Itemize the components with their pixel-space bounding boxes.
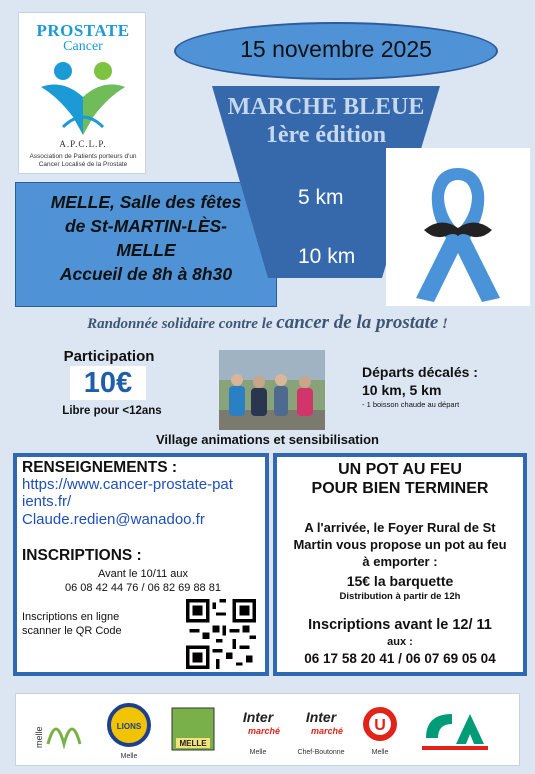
inscriptions-heading: INSCRIPTIONS :: [22, 547, 142, 564]
distance-10km: 10 km: [298, 245, 356, 268]
pot-text-line-3: à emporter :: [362, 554, 438, 569]
super-u-logo-icon: [360, 704, 400, 744]
svg-text:Inter: Inter: [242, 709, 274, 725]
renseignements-heading: RENSEIGNEMENTS :: [22, 459, 178, 476]
tagline-part-1: Randonnée solidaire contre le: [87, 316, 273, 332]
sponsor-melle: [28, 704, 88, 754]
pot-price: 15€ la barquette: [346, 573, 454, 589]
free-note: Libre pour <12ans: [62, 405, 162, 417]
departs-distances: 10 km, 5 km: [362, 382, 442, 398]
qr-code-icon[interactable]: [186, 599, 256, 669]
venue-line-3: MELLE: [116, 240, 176, 260]
lions-logo-icon: [104, 702, 154, 748]
website-link[interactable]: [22, 476, 262, 510]
distance-5km: 5 km: [298, 186, 344, 209]
blue-ribbon-mustache-icon: [386, 148, 530, 306]
tagline: [0, 312, 535, 334]
sponsor-melle-crest-text: MELLE: [179, 739, 207, 748]
sponsor-intermarche-melle-label: Melle: [249, 749, 267, 756]
sponsor-super-u: [360, 704, 400, 764]
online-line-2: scanner le QR Code: [22, 625, 122, 637]
svg-text:Inter: Inter: [305, 709, 337, 725]
sponsors-bar: [15, 693, 520, 766]
pot-phones: 06 17 58 20 41 / 06 07 69 05 04: [304, 651, 496, 666]
departs-label: Départs décalés :: [362, 364, 478, 380]
sponsor-super-u-label: Melle: [371, 749, 389, 756]
website-link-line-2[interactable]: ients.fr/: [22, 493, 72, 510]
pot-title-line-2: POUR BIEN TERMINER: [311, 480, 489, 497]
intermarche-logo-icon: [230, 704, 286, 744]
pot-aux: aux :: [387, 636, 413, 648]
intermarche-logo-icon: [290, 704, 352, 744]
pot-distribution: Distribution à partir de 12h: [339, 591, 461, 602]
venue-line-2: de St-MARTIN-LÈS-: [64, 216, 228, 236]
departs-note: - 1 boisson chaude au départ: [362, 400, 460, 409]
sponsor-credit-agricole: [416, 702, 496, 758]
melle-crest-icon: [168, 704, 218, 754]
sponsor-lions: [104, 702, 154, 762]
tagline-part-3: !: [442, 316, 448, 332]
walkers-photo: [219, 350, 325, 430]
inscriptions-phones: 06 08 42 44 76 / 06 82 69 88 81: [65, 582, 221, 594]
participation-label: Participation: [63, 348, 155, 365]
sponsor-lions-text: LIONS: [116, 722, 142, 731]
venue-text: [15, 190, 277, 286]
pot-title-line-1: UN POT AU FEU: [338, 461, 462, 478]
logo-subtitle: Cancer: [63, 39, 103, 54]
email-link[interactable]: Claude.redien@wanadoo.fr: [22, 511, 205, 528]
online-inscription-text: [22, 610, 172, 638]
pot-inscriptions: Inscriptions avant le 12/ 11: [308, 617, 492, 633]
sponsor-intermarche-chef-boutonne-label: Chef-Boutonne: [297, 749, 345, 756]
sponsor-intermarche-chef-boutonne: [290, 704, 352, 764]
pot-text-line-2: Martin vous propose un pot au feu: [293, 537, 507, 552]
sponsor-intermarche-melle: [230, 704, 286, 764]
sponsor-melle-text: melle: [34, 726, 44, 748]
venue-line-4: Accueil de 8h à 8h30: [59, 264, 233, 284]
inscriptions-deadline: Avant le 10/11 aux: [97, 568, 189, 580]
pot-au-feu-title: [277, 460, 523, 498]
sponsor-lions-label: Melle: [120, 753, 138, 760]
melle-logo-icon: [28, 704, 88, 754]
online-line-1: Inscriptions en ligne: [22, 611, 120, 623]
village-text: Village animations et sensibilisation: [156, 432, 379, 447]
sponsor-melle-crest: [168, 704, 218, 754]
venue-line-1: MELLE, Salle des fêtes: [50, 192, 242, 212]
event-edition: 1ère édition: [265, 122, 387, 148]
pot-description: [277, 519, 523, 570]
ribbon-panel: [386, 148, 530, 306]
sponsor-super-u-text: U: [374, 717, 386, 734]
logo-title: PROSTATE: [36, 21, 130, 40]
logo-association-name: Association de Patients porteurs d'un Cancer Localisé de la Prostate: [29, 153, 137, 168]
svg-text:marché: marché: [310, 726, 344, 736]
tagline-part-2: cancer de la prostate: [276, 312, 439, 333]
sponsor-ca-text: CA: [456, 758, 458, 759]
website-link-line-1[interactable]: https://www.cancer-prostate-pat: [22, 476, 233, 493]
logo-acronym: A.P.C.L.P.: [59, 139, 107, 149]
event-date: 15 novembre 2025: [240, 36, 432, 62]
event-title: MARCHE BLEUE: [227, 94, 425, 120]
participation-price: 10€: [70, 366, 146, 400]
pot-text-line-1: A l'arrivée, le Foyer Rural de St: [304, 520, 496, 535]
svg-text:marché: marché: [247, 726, 281, 736]
credit-agricole-logo-icon: [416, 702, 496, 758]
